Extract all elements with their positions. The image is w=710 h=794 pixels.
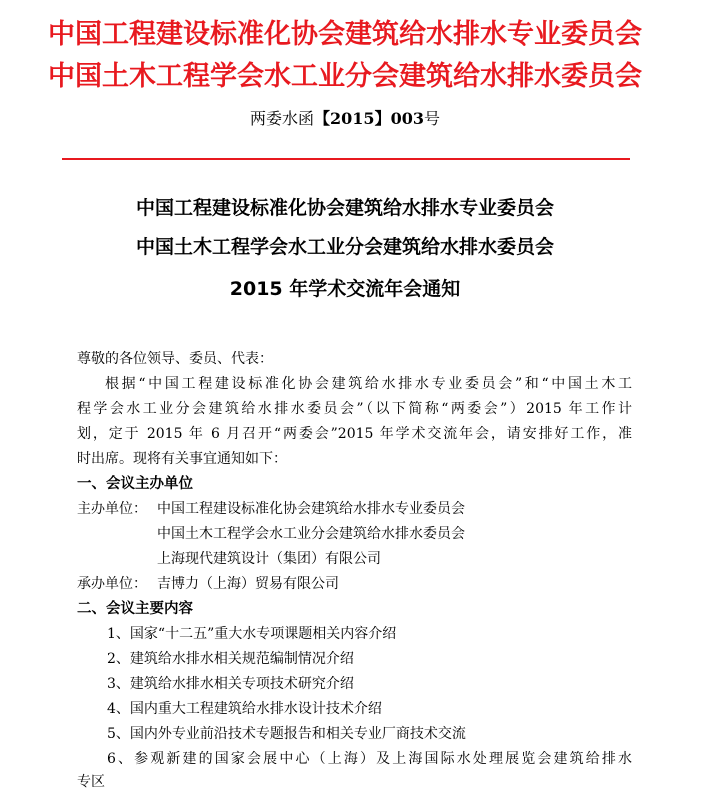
list-item: 2、建筑给水排水相关规范编制情况介绍 (107, 651, 354, 667)
document-number (0, 108, 690, 130)
letterhead-line-1: 中国工程建设标准化协会建筑给水排水专业委员会 (48, 19, 642, 50)
list-item: 6、参观新建的国家会展中心（上海）及上海国际水处理展览会建筑给排水 (107, 751, 632, 767)
notice-title-line-3: 2015 年学术交流年会通知 (229, 278, 461, 300)
document-number-suffix: 号 (423, 109, 440, 128)
list-item: 3、建筑给水排水相关专项技术研究介绍 (107, 676, 354, 692)
host-organization-3: 上海现代建筑设计（集团）有限公司 (157, 551, 381, 567)
notice-title-line-1: 中国工程建设标准化协会建筑给水排水专业委员会 (135, 197, 554, 219)
host-organization-2: 中国土木工程学会水工业分会建筑给水排水委员会 (157, 526, 465, 542)
document-number-prefix: 两委水函 (250, 109, 315, 128)
list-item: 4、国内重大工程建筑给水排水设计技术介绍 (107, 701, 382, 717)
paragraph-line-3: 划，定于 2015 年 6 月召开“两委会”2015 年学术交流年会，请安排好工作，准 (77, 426, 632, 442)
notice-title-line-2: 中国土木工程学会水工业分会建筑给水排水委员会 (135, 236, 554, 258)
list-item: 5、国内外专业前沿技术专题报告和相关专业厂商技术交流 (107, 726, 466, 742)
paragraph-line-4: 时出席。现将有关事宜通知如下： (77, 451, 287, 467)
paragraph-line-2: 程学会水工业分会建筑给水排水委员会”（以下简称“两委会”）2015 年工作计 (77, 401, 632, 417)
document-number-year: 【2015】003 (314, 109, 424, 128)
paragraph-line-1: 根据“中国工程建设标准化协会建筑给水排水专业委员会”和“中国土木工 (105, 376, 632, 392)
organizer-label: 承办单位： (77, 576, 147, 592)
letterhead-line-2: 中国土木工程学会水工业分会建筑给水排水委员会 (48, 61, 642, 92)
letterhead-divider (62, 158, 630, 160)
salutation: 尊敬的各位领导、委员、代表： (77, 351, 273, 367)
list-item-continuation: 专区 (77, 774, 105, 790)
organizer-name: 吉博力（上海）贸易有限公司 (157, 576, 339, 592)
host-label: 主办单位： (77, 501, 147, 517)
section-heading-contents: 二、会议主要内容 (77, 601, 193, 617)
section-heading-hosts: 一、会议主办单位 (77, 476, 193, 492)
list-item: 1、国家“十二五”重大水专项课题相关内容介绍 (107, 626, 397, 642)
host-organization-1: 中国工程建设标准化协会建筑给水排水专业委员会 (157, 501, 465, 517)
